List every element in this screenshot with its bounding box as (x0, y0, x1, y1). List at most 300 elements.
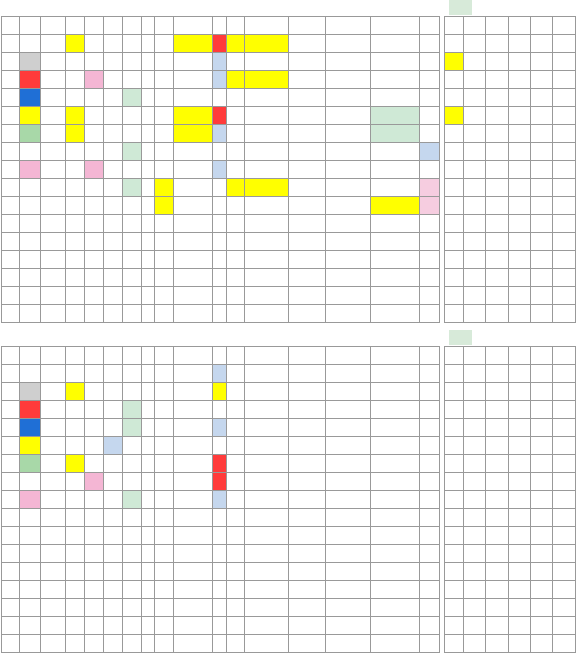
cell-k2 (486, 599, 508, 617)
cell-chaku (420, 215, 440, 233)
cell-mae (226, 581, 244, 599)
cell-kyori (289, 89, 326, 107)
cell-a (65, 365, 84, 383)
cell-d (122, 563, 141, 581)
cell-c (103, 437, 122, 455)
cell-n (2, 383, 20, 401)
cell-nou (41, 401, 66, 419)
cell-nou (41, 233, 66, 251)
cell-mae (226, 437, 244, 455)
cell-kyori (289, 581, 326, 599)
table-row (2, 287, 576, 305)
cell-d (122, 365, 141, 383)
cell-c (103, 491, 122, 509)
cell-kyaku (155, 527, 174, 545)
cell-k (463, 383, 485, 401)
cell-k2 (486, 491, 508, 509)
cell-n (2, 419, 20, 437)
cell-kishu (326, 383, 371, 401)
cell-a (65, 581, 84, 599)
cell-kyori (289, 305, 326, 323)
cell-kyori (289, 269, 326, 287)
table-row (2, 125, 576, 143)
cell-arr (141, 545, 154, 563)
cell-nou (41, 473, 66, 491)
cell-k (463, 269, 485, 287)
table-row (2, 473, 576, 491)
cell-c (103, 143, 122, 161)
cell-g (19, 251, 40, 269)
cell-kari (244, 305, 289, 323)
cell-imakishu (371, 545, 420, 563)
cell-g (19, 419, 40, 437)
cell-kyori (289, 215, 326, 233)
cell-d (122, 269, 141, 287)
cell-b (84, 635, 103, 653)
cell-mk2 (213, 383, 226, 401)
cell-k2 (486, 215, 508, 233)
cell-yami (553, 581, 576, 599)
cell-yami (553, 617, 576, 635)
cell-kishu (326, 125, 371, 143)
cell-p2 (531, 599, 553, 617)
table-row (2, 545, 576, 563)
cell-b (84, 71, 103, 89)
table-row (2, 527, 576, 545)
cell-mae (226, 545, 244, 563)
cell-k (463, 287, 485, 305)
cell-kyaku (155, 617, 174, 635)
cell-imakishu (371, 71, 420, 89)
cell-g (19, 71, 40, 89)
cell-d (122, 179, 141, 197)
cell-nou (41, 383, 66, 401)
cell-k (463, 581, 485, 599)
cell-chaku (420, 545, 440, 563)
cell-kyori (289, 125, 326, 143)
cell-p2 (531, 71, 553, 89)
col-header-mk2 (213, 347, 226, 365)
cell-chaku (420, 197, 440, 215)
cell-p (508, 107, 530, 125)
cell-k (463, 305, 485, 323)
cell-mk2 (213, 581, 226, 599)
cell-p2 (531, 545, 553, 563)
cell-k (463, 545, 485, 563)
cell-d (122, 455, 141, 473)
table-row (2, 383, 576, 401)
cell-k (463, 437, 485, 455)
col-header-nou (41, 17, 66, 35)
cell-yami (553, 143, 576, 161)
cell-d (122, 143, 141, 161)
cell-b (84, 617, 103, 635)
cell-mk2 (213, 617, 226, 635)
cell-mark (174, 305, 213, 323)
cell-p (508, 401, 530, 419)
cell-g (19, 305, 40, 323)
cell-g (19, 509, 40, 527)
cell-k (463, 107, 485, 125)
cell-g (19, 161, 40, 179)
cell-mark (174, 89, 213, 107)
cell-c (103, 617, 122, 635)
cell-k2 (486, 455, 508, 473)
cell-mae (226, 509, 244, 527)
cell-chaku (420, 233, 440, 251)
cell-mae (226, 161, 244, 179)
cell-kishu (326, 545, 371, 563)
cell-mae (226, 455, 244, 473)
cell-n (2, 53, 20, 71)
cell-dist (444, 491, 463, 509)
cell-nou (41, 635, 66, 653)
cell-a (65, 545, 84, 563)
cell-dist (444, 365, 463, 383)
cell-k2 (486, 437, 508, 455)
cell-imakishu (371, 125, 420, 143)
cell-p2 (531, 491, 553, 509)
cell-n (2, 251, 20, 269)
cell-kari (244, 107, 289, 125)
cell-a (65, 401, 84, 419)
cell-kishu (326, 287, 371, 305)
col-header-blank (2, 17, 20, 35)
cell-mae (226, 53, 244, 71)
cell-kari (244, 473, 289, 491)
cell-kishu (326, 635, 371, 653)
cell-mk2 (213, 437, 226, 455)
cell-c (103, 383, 122, 401)
cell-p (508, 383, 530, 401)
cell-n (2, 509, 20, 527)
cell-n (2, 197, 20, 215)
cell-dist (444, 89, 463, 107)
cell-p (508, 89, 530, 107)
col-header-mae (226, 347, 244, 365)
cell-mae (226, 617, 244, 635)
cell-imakishu (371, 383, 420, 401)
cell-imakishu (371, 251, 420, 269)
cell-p2 (531, 287, 553, 305)
cell-k (463, 215, 485, 233)
cell-kari (244, 383, 289, 401)
cell-nou (41, 161, 66, 179)
cell-yami (553, 599, 576, 617)
cell-kishu (326, 365, 371, 383)
cell-n (2, 269, 20, 287)
cell-k (463, 419, 485, 437)
cell-b (84, 563, 103, 581)
cell-arr (141, 269, 154, 287)
cell-kyaku (155, 125, 174, 143)
cell-b (84, 491, 103, 509)
cell-d (122, 287, 141, 305)
cell-p (508, 563, 530, 581)
cell-dist (444, 197, 463, 215)
cell-b (84, 53, 103, 71)
col-header-chaku (420, 347, 440, 365)
cell-kyori (289, 509, 326, 527)
race-block-2 (0, 330, 578, 346)
cell-g (19, 233, 40, 251)
cell-mark (174, 635, 213, 653)
cell-d (122, 71, 141, 89)
cell-dist (444, 269, 463, 287)
cell-d (122, 617, 141, 635)
cell-kari (244, 491, 289, 509)
cell-kyaku (155, 161, 174, 179)
cell-mae (226, 491, 244, 509)
cell-p (508, 473, 530, 491)
cell-g (19, 53, 40, 71)
cell-b (84, 305, 103, 323)
cell-arr (141, 617, 154, 635)
col-header-k (463, 347, 485, 365)
table-row (2, 599, 576, 617)
cell-kari (244, 89, 289, 107)
cell-d (122, 473, 141, 491)
cell-dist (444, 419, 463, 437)
cell-mark (174, 71, 213, 89)
cell-g (19, 491, 40, 509)
cell-d (122, 215, 141, 233)
cell-kyori (289, 53, 326, 71)
cell-nou (41, 581, 66, 599)
cell-mk2 (213, 419, 226, 437)
cell-kyori (289, 635, 326, 653)
cell-mark (174, 563, 213, 581)
cell-arr (141, 527, 154, 545)
cell-kari (244, 125, 289, 143)
cell-chaku (420, 581, 440, 599)
cell-p (508, 419, 530, 437)
cell-dist (444, 527, 463, 545)
cell-kyori (289, 197, 326, 215)
cell-mk2 (213, 599, 226, 617)
cell-k2 (486, 287, 508, 305)
cell-arr (141, 53, 154, 71)
cell-k2 (486, 383, 508, 401)
cell-mk2 (213, 215, 226, 233)
cell-k (463, 491, 485, 509)
cell-kari (244, 365, 289, 383)
cell-n (2, 365, 20, 383)
cell-mae (226, 401, 244, 419)
cell-chaku (420, 71, 440, 89)
cell-p (508, 125, 530, 143)
table-row (2, 305, 576, 323)
cell-kari (244, 581, 289, 599)
cell-g (19, 455, 40, 473)
race-table (1, 346, 576, 653)
cell-kishu (326, 89, 371, 107)
cell-imakishu (371, 143, 420, 161)
cell-arr (141, 581, 154, 599)
cell-p2 (531, 527, 553, 545)
cell-k (463, 635, 485, 653)
cell-kishu (326, 509, 371, 527)
cell-mk2 (213, 473, 226, 491)
cell-mae (226, 527, 244, 545)
cell-mk2 (213, 143, 226, 161)
cell-kyaku (155, 509, 174, 527)
cell-k2 (486, 269, 508, 287)
cell-imakishu (371, 89, 420, 107)
cell-n (2, 161, 20, 179)
cell-b (84, 419, 103, 437)
cell-kyori (289, 365, 326, 383)
cell-chaku (420, 269, 440, 287)
cell-yami (553, 53, 576, 71)
cell-g (19, 143, 40, 161)
cell-c (103, 419, 122, 437)
cell-b (84, 143, 103, 161)
col-header-dist (444, 347, 463, 365)
cell-n (2, 233, 20, 251)
cell-imakishu (371, 455, 420, 473)
cell-p2 (531, 251, 553, 269)
cell-b (84, 401, 103, 419)
cell-a (65, 89, 84, 107)
col-header-p2 (531, 347, 553, 365)
cell-dist (444, 215, 463, 233)
cell-chaku (420, 107, 440, 125)
cell-c (103, 125, 122, 143)
cell-p2 (531, 53, 553, 71)
cell-arr (141, 383, 154, 401)
cell-chaku (420, 437, 440, 455)
cell-d (122, 89, 141, 107)
cell-kishu (326, 35, 371, 53)
cell-dist (444, 251, 463, 269)
col-header-nou (41, 347, 66, 365)
cell-mae (226, 473, 244, 491)
cell-p2 (531, 419, 553, 437)
cell-kyaku (155, 197, 174, 215)
cell-chaku (420, 161, 440, 179)
cell-a (65, 635, 84, 653)
cell-p (508, 599, 530, 617)
cell-a (65, 179, 84, 197)
cell-g (19, 635, 40, 653)
cell-p2 (531, 179, 553, 197)
cell-nou (41, 545, 66, 563)
cell-kari (244, 455, 289, 473)
cell-mae (226, 107, 244, 125)
cell-kishu (326, 419, 371, 437)
cell-k2 (486, 617, 508, 635)
cell-c (103, 563, 122, 581)
cell-kyori (289, 401, 326, 419)
cell-yami (553, 215, 576, 233)
table-row (2, 437, 576, 455)
cell-mae (226, 365, 244, 383)
table-row (2, 251, 576, 269)
cell-dist (444, 305, 463, 323)
cell-chaku (420, 527, 440, 545)
col-header-kyaku (155, 347, 174, 365)
cell-kishu (326, 527, 371, 545)
cell-arr (141, 473, 154, 491)
cell-p (508, 437, 530, 455)
cell-imakishu (371, 617, 420, 635)
cell-d (122, 545, 141, 563)
cell-kishu (326, 401, 371, 419)
cell-mark (174, 491, 213, 509)
cell-d (122, 251, 141, 269)
cell-p (508, 71, 530, 89)
cell-mae (226, 179, 244, 197)
cell-mark (174, 509, 213, 527)
cell-k2 (486, 233, 508, 251)
cell-p (508, 305, 530, 323)
cell-kyori (289, 233, 326, 251)
cell-arr (141, 401, 154, 419)
cell-kyaku (155, 179, 174, 197)
cell-dist (444, 617, 463, 635)
cell-yami (553, 419, 576, 437)
cell-nou (41, 527, 66, 545)
col-header-arr (141, 17, 154, 35)
col-header-yami (553, 17, 576, 35)
cell-p2 (531, 125, 553, 143)
cell-kari (244, 197, 289, 215)
cell-n (2, 35, 20, 53)
cell-imakishu (371, 563, 420, 581)
col-header-yami (553, 347, 576, 365)
cell-imakishu (371, 287, 420, 305)
cell-mae (226, 89, 244, 107)
cell-kyaku (155, 383, 174, 401)
cell-arr (141, 197, 154, 215)
cell-mk2 (213, 251, 226, 269)
cell-k (463, 53, 485, 71)
col-header-a (65, 347, 84, 365)
cell-chaku (420, 89, 440, 107)
cell-nou (41, 143, 66, 161)
cell-dist (444, 455, 463, 473)
cell-g (19, 545, 40, 563)
cell-chaku (420, 251, 440, 269)
cell-kishu (326, 491, 371, 509)
cell-a (65, 437, 84, 455)
cell-dist (444, 545, 463, 563)
cell-kyori (289, 71, 326, 89)
cell-k2 (486, 107, 508, 125)
cell-b (84, 509, 103, 527)
col-header-imakishu (371, 347, 420, 365)
cell-d (122, 401, 141, 419)
cell-kari (244, 71, 289, 89)
cell-p2 (531, 269, 553, 287)
cell-p (508, 617, 530, 635)
cell-kyaku (155, 473, 174, 491)
cell-mae (226, 419, 244, 437)
cell-imakishu (371, 233, 420, 251)
cell-nou (41, 53, 66, 71)
cell-kari (244, 401, 289, 419)
cell-kari (244, 143, 289, 161)
cell-b (84, 89, 103, 107)
cell-arr (141, 419, 154, 437)
col-header-kari (244, 347, 289, 365)
cell-p2 (531, 401, 553, 419)
cell-imakishu (371, 635, 420, 653)
cell-yami (553, 563, 576, 581)
cell-mark (174, 197, 213, 215)
cell-imakishu (371, 599, 420, 617)
